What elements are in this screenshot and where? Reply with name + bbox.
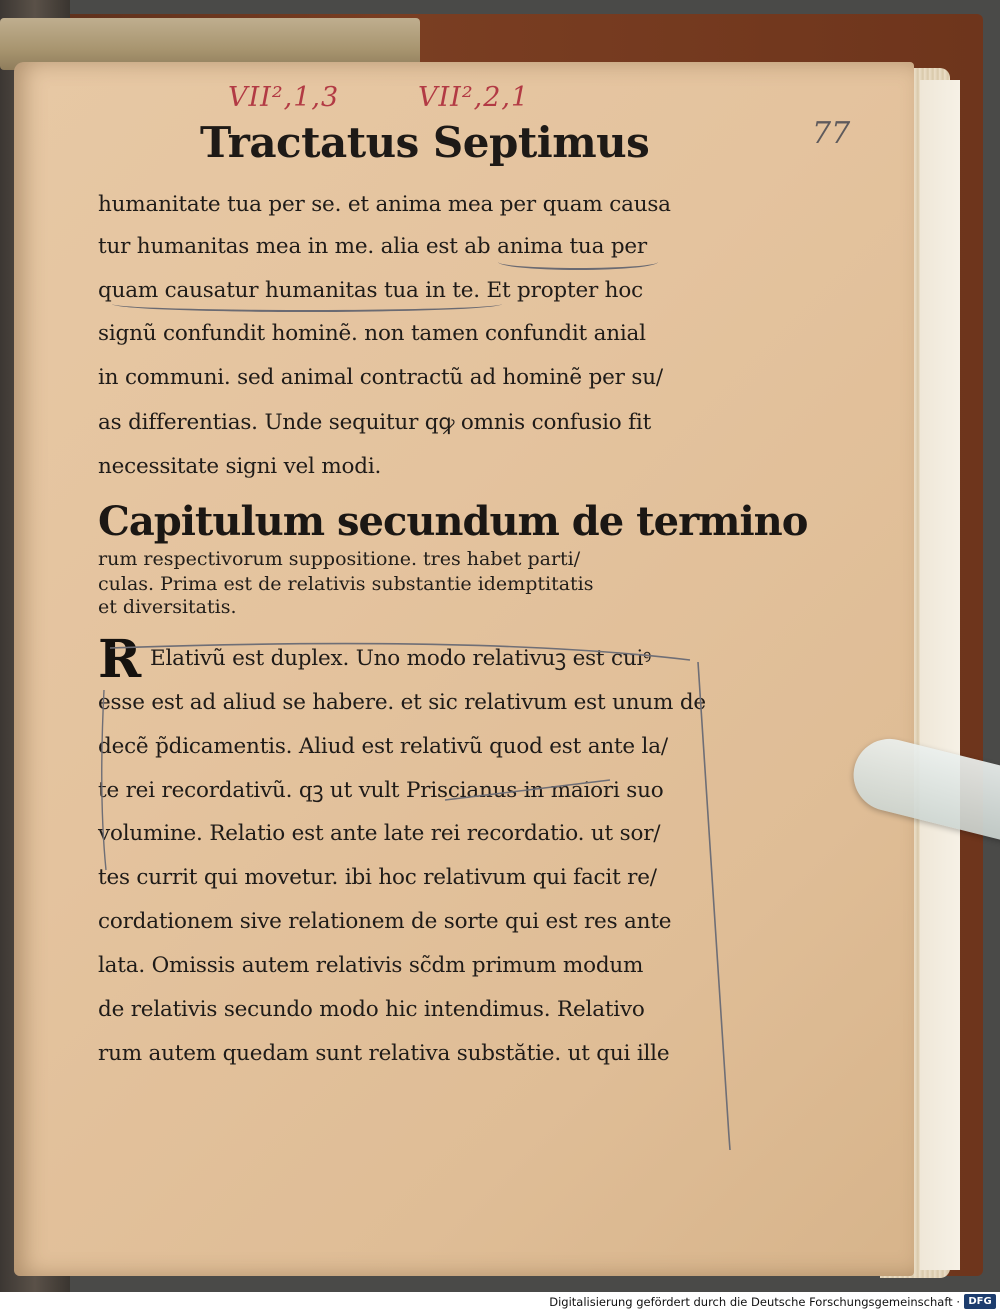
shelfmark-2: VII²,2,1 — [418, 82, 530, 113]
decorated-initial: R — [98, 629, 142, 690]
text-line: de relativis secundo modo hic intendimus. Relativo — [98, 997, 645, 1022]
text-line: cordationem sive relationem de sorte qui est res ante — [98, 909, 672, 934]
text-line: rum autem quedam sunt relativa substătie. ut qui ille — [98, 1041, 670, 1066]
text-line: decẽ p̃dicamentis. Aliud est relativũ quod est ante la/ — [98, 734, 668, 759]
dfg-logo: DFG — [964, 1294, 996, 1309]
footer-bar — [0, 1292, 1000, 1313]
chapter-subtitle-line: et diversitatis. — [98, 596, 237, 618]
text-line: Elativũ est duplex. Uno modo relativuꝫ est cuiꝰ — [150, 646, 652, 671]
text-line: esse est ad aliud se habere. et sic relativum est unum de — [98, 690, 706, 715]
funding-credit: Digitalisierung gefördert durch die Deutsche Forschungsgemeinschaft · — [549, 1295, 960, 1309]
pencil-underline — [112, 296, 502, 312]
text-line: lata. Omissis autem relativis sc̃dm primum modum — [98, 953, 644, 978]
pencil-bracket — [90, 630, 750, 1190]
shelfmark-1: VII²,1,3 — [228, 82, 340, 113]
text-line: tes currit qui movetur. ibi hoc relativum qui facit re/ — [98, 865, 657, 890]
text-line: tur humanitas mea in me. alia est ab anima tua per — [98, 234, 648, 259]
text-line: in communi. sed animal contractũ ad hominẽ per su/ — [98, 365, 663, 390]
text-line: as differentias. Unde sequitur qꝙ omnis confusio fit — [98, 410, 652, 435]
running-head: Tractatus Septimus — [200, 118, 650, 167]
chapter-subtitle-line: culas. Prima est de relativis substantie idemptitatis — [98, 573, 594, 595]
text-line: necessitate signi vel modi. — [98, 454, 382, 479]
page-edges — [920, 80, 960, 1270]
pencil-underline — [498, 254, 658, 270]
folio-number: 77 — [812, 116, 851, 151]
chapter-subtitle-line: rum respectivorum suppositione. tres habet parti/ — [98, 548, 581, 570]
text-line: signũ confundit hominẽ. non tamen confundit anial — [98, 321, 646, 346]
chapter-heading: Capitulum secundum de termino — [98, 498, 808, 545]
text-line: quam causatur humanitas tua in te. Et propter hoc — [98, 278, 643, 303]
text-line: volumine. Relatio est ante late rei recordatio. ut sor/ — [98, 821, 661, 846]
text-line: te rei recordativũ. qꝫ ut vult Priscianus in maiori suo — [98, 778, 664, 803]
text-line: humanitate tua per se. et anima mea per quam causa — [98, 192, 671, 217]
